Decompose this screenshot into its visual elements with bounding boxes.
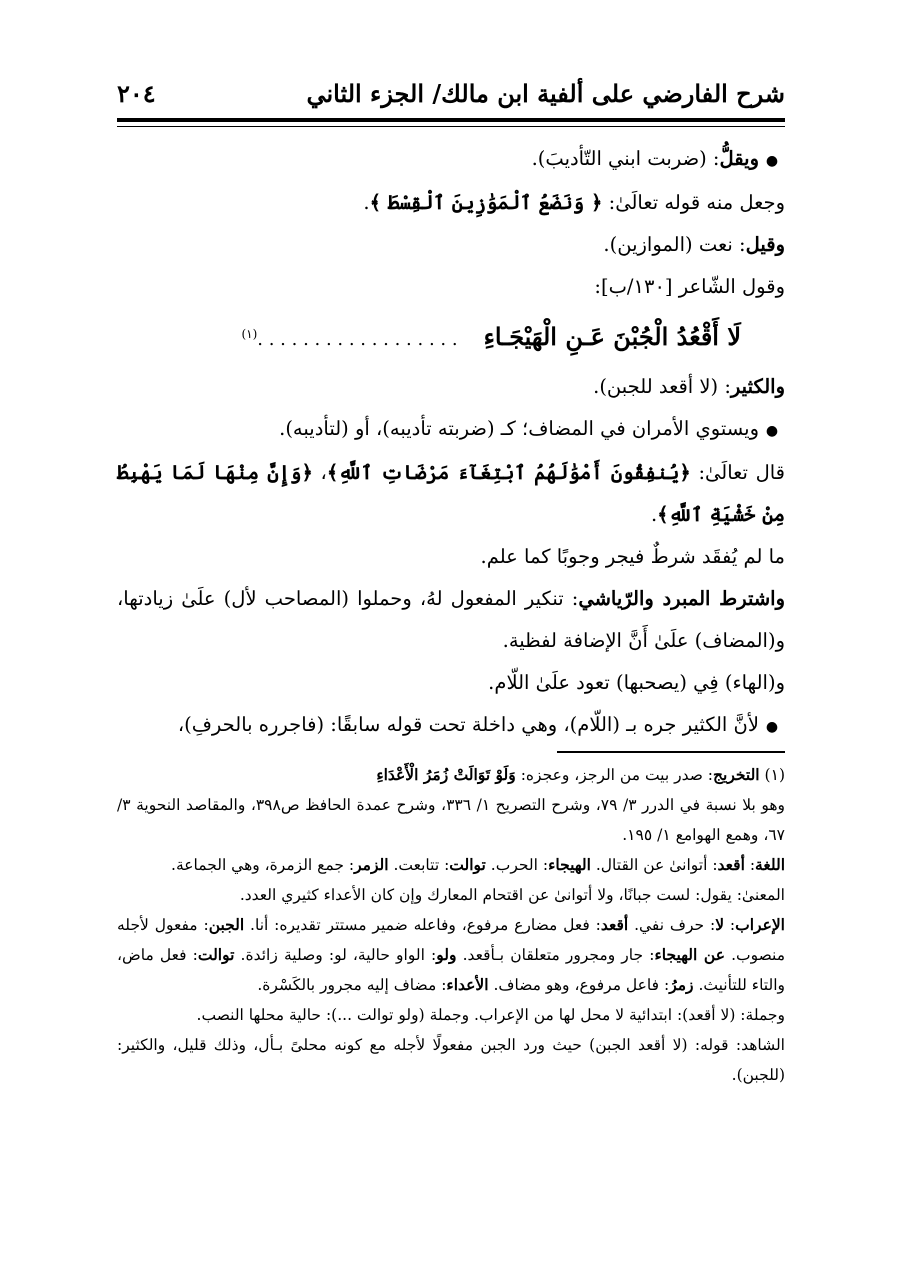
text: وقول الشّاعر [١٣٠/ب]: — [594, 275, 785, 298]
text: وجعل منه قوله تعالَىٰ: — [602, 191, 785, 214]
term: الزمر — [354, 855, 389, 874]
text: : تنكير المفعول لهُ، وحملوا (المصاحب لأل) علَىٰ زيادتها، و(المضاف) علَىٰ أَنَّ الإضافة لفظية. — [117, 587, 785, 652]
line-8 — [117, 452, 785, 536]
header-rule-thin — [117, 126, 785, 127]
line-3 — [117, 224, 785, 266]
text: : فعل مضارع مرفوع، وفاعله ضمير مستتر تقديره: أنا. — [244, 916, 601, 934]
text: لأنَّ الكثير جره بـ (اللّام)، وهي داخلة تحت قوله سابقًا: (فاجرره بالحرفِ)، — [177, 713, 759, 736]
term: وقيل — [745, 233, 785, 256]
term: توالت — [449, 855, 486, 874]
quran-verse: ﴿يُنفِقُونَ أَمْوَٰلَهُمُ ٱبْتِغَآءَ مَرْضَاتِ ٱللَّهِ﴾ — [326, 461, 691, 484]
bullet-line-3 — [117, 704, 785, 748]
footnote-sentences — [117, 1000, 785, 1030]
text: ويستوي الأمران في المضاف؛ كـ (ضربته تأديبه)، أو (لتأديبه). — [279, 417, 759, 440]
header-rule-thick — [117, 118, 785, 122]
bullet-line-1 — [117, 138, 785, 182]
bullet-icon: ● — [765, 719, 779, 735]
bullet-icon: ● — [765, 153, 779, 169]
poetry-verse — [117, 308, 785, 366]
term: الهيجاء — [548, 855, 591, 874]
fn-label: اللغة — [755, 855, 785, 874]
term: توالت — [197, 945, 235, 964]
bullet-line-2 — [117, 408, 785, 452]
text: : تتابعت. — [388, 856, 450, 874]
term: الأعداء — [446, 975, 489, 994]
text: ، — [312, 461, 327, 484]
footnote-parsing: الإعراب: لا: حرف نفي. أقعد: فعل مضارع مرفوع، وفاعله ضمير مستتر تقديره: أنا. الجبن: مفعول لأجله منصوب. عن الهيجاء: جار ومجرور متعلقان بـأقعد. ولو: الواو حالية، لو: وصلية زائدة. توالت: فعل ماض، والتاء للتأنيث. زمرُ: فاعل مرفوع، وهو مضاف. الأعداء: مضاف إليه مجرور بالكَسْرة. — [117, 915, 786, 994]
footnote-1 — [117, 760, 785, 790]
footnote-sources — [117, 790, 785, 850]
quran-verse: ﴿وَإِنَّ مِنْهَا لَمَا يَهْبِطُ مِنْ خَشْيَةِ ٱللَّهِ﴾ — [117, 461, 785, 526]
term: أقعد — [717, 855, 745, 874]
text: : صدر بيت من الرجز، وعجزه: — [515, 766, 714, 784]
page-number: ٢٠٤ — [117, 78, 156, 108]
text: : فاعل مرفوع، وهو مضاف. — [488, 976, 670, 994]
term: لا — [715, 915, 725, 934]
term: ويقلُّ — [719, 147, 759, 170]
term: عن الهيجاء — [654, 945, 725, 964]
line-10 — [117, 536, 785, 578]
line-11 — [117, 578, 785, 662]
text: . — [650, 503, 658, 526]
text: : أتوانىٰ عن القتال. — [590, 856, 718, 874]
line-13 — [117, 662, 785, 704]
text: : نعت (الموازين). — [603, 233, 746, 256]
text: وجملة: (لا أقعد): ابتدائية لا محل لها من الإعراب. وجملة (ولو توالت ...): حالية محلها النصب. — [196, 1006, 785, 1024]
fn-label: التخريج — [713, 765, 760, 784]
fn-label: الإعراب — [735, 915, 785, 934]
text: المعنىٰ: يقول: لست جبانًا، ولا أتوانىٰ عن اقتحام المعارك وإن كان الأعداء كثيري العدد. — [239, 886, 785, 904]
footnote-separator — [557, 751, 785, 753]
text: : مفعول لأجله منصوب. — [117, 916, 786, 964]
text: : (لا أقعد للجبن). — [593, 375, 731, 398]
text: و(الهاء) فِي (يصحبها) تعود علَىٰ اللّام. — [488, 671, 785, 694]
text: : فعل ماض، والتاء للتأنيث. — [117, 946, 785, 994]
dots: . . . . . . . . . . . . . . . . . . — [257, 329, 458, 350]
text: : (ضربت ابني التّأديبَ). — [531, 147, 720, 170]
term: والكثير — [730, 375, 785, 398]
term: واشترط المبرد والرّياشي — [578, 587, 786, 610]
verse-dots — [241, 308, 483, 366]
text: ما لم يُفقَد شرطٌ فيجر وجوبًا كما علم. — [480, 545, 785, 568]
footnote-number: (١) — [764, 766, 785, 784]
line-2 — [117, 182, 785, 224]
text: : الواو حالية، لو: وصلية زائدة. — [234, 946, 437, 964]
verse-second-half: وَلَوْ تَوَالَتْ زُمَرُ الْأَعْدَاءِ — [376, 765, 516, 784]
term: الجبن — [208, 915, 245, 934]
text: الشاهد: قوله: (لا أقعد الجبن) حيث ورد الجبن مفعولًا لأجله مع كونه محلىً بـأل، وذلك قليل، والكثير: (للجبن). — [117, 1036, 785, 1084]
footnotes — [117, 760, 785, 1090]
footnote-lexicon: اللغة: أقعد: أتوانىٰ عن القتال. الهيجاء: الحرب. توالت: تتابعت. الزمر: جمع الزمرة، وهي الجماعة. — [171, 855, 785, 874]
verse-text: لَا أَقْعُدُ الْجُبْنَ عَـنِ الْهَيْجَـاءِ — [483, 322, 741, 351]
text: قال تعالَىٰ: — [690, 461, 785, 484]
term: ولو — [436, 945, 457, 964]
text: وهو بلا نسبة في الدرر ٣/ ٧٩، وشرح التصريح ١/ ٣٣٦، وشرح عمدة الحافظ ص٣٩٨، والمقاصد النحوية ٣/ ٦٧، وهمع الهوامع ١/ ١٩٥. — [117, 796, 785, 844]
text: : مضاف إليه مجرور بالكَسْرة. — [257, 976, 447, 994]
term: أقعد — [600, 915, 629, 934]
footnote-marker[interactable]: (١) — [241, 327, 258, 341]
text: : الحرب. — [485, 856, 549, 874]
main-text — [117, 138, 785, 748]
line-6 — [117, 366, 785, 408]
footnote-meaning — [117, 880, 785, 910]
quran-verse: ﴿ وَنَضَعُ ٱلْمَوَٰزِينَ ٱلْقِسْطَ ﴾ — [369, 191, 603, 214]
term: زمرُ — [669, 975, 694, 994]
footnote-evidence — [117, 1030, 785, 1090]
line-4 — [117, 266, 785, 308]
text: : حرف نفي. — [628, 916, 716, 934]
text: : جمع الزمرة، وهي الجماعة. — [171, 856, 355, 874]
text: : جار ومجرور متعلقان بـأقعد. — [456, 946, 655, 964]
page-header — [117, 70, 785, 116]
bullet-icon: ● — [765, 423, 779, 439]
running-title: شرح الفارضي على ألفية ابن مالك/ الجزء الثاني — [306, 78, 785, 108]
text: . — [363, 191, 370, 214]
